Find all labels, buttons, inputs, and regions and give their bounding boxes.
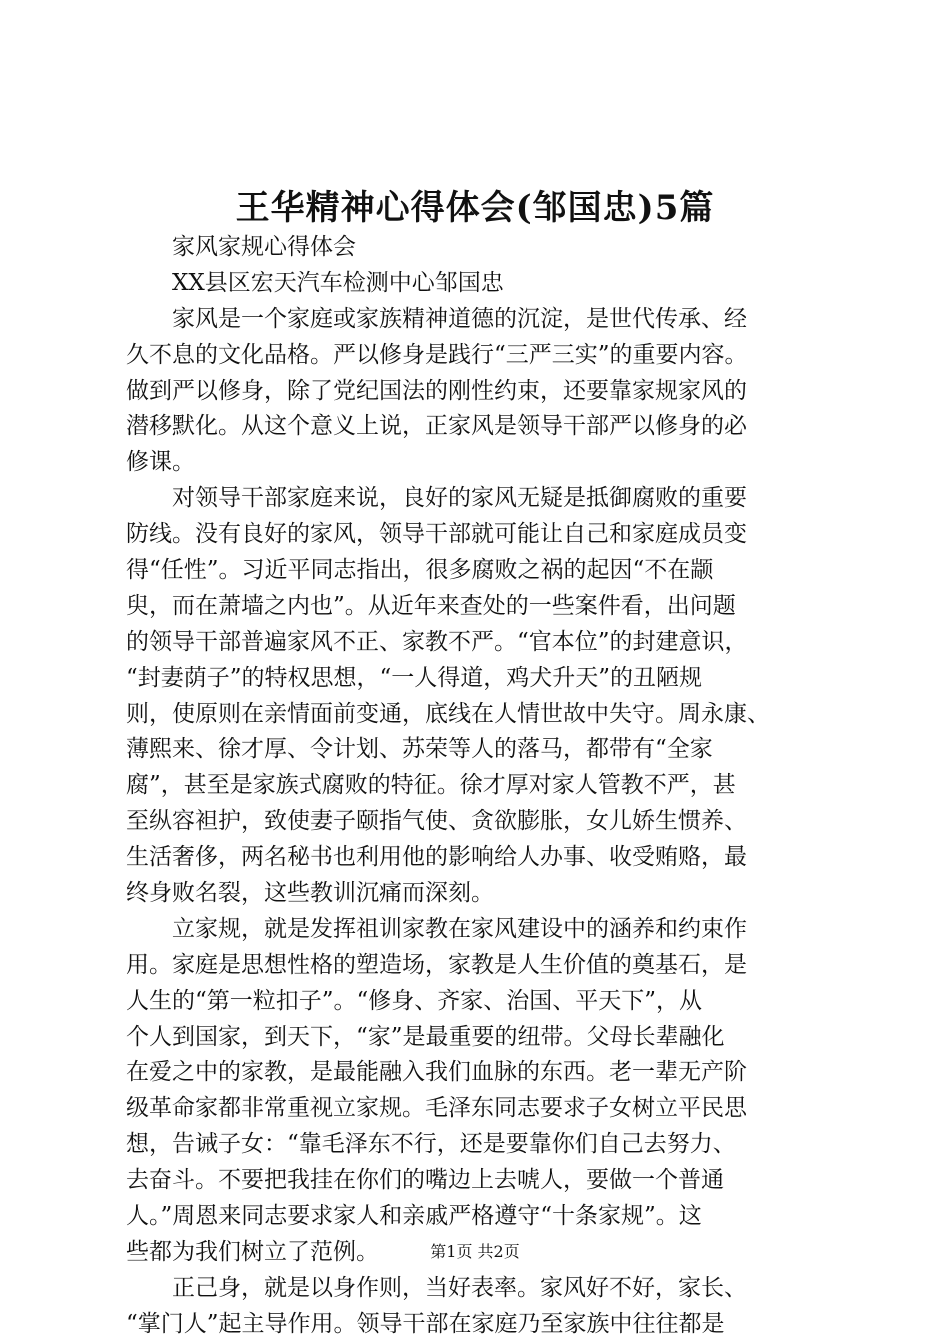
- page-footer: 第1页 共2页: [430, 1242, 520, 1261]
- body-line: 生活奢侈，两名秘书也利用他的影响给人办事、收受贿赂，最: [126, 844, 747, 871]
- body-line: 在爱之中的家教，是最能融入我们血脉的东西。老一辈无产阶: [126, 1059, 747, 1086]
- body-line: 的领导干部普遍家风不正、家教不严。“官本位”的封建意识，: [126, 628, 748, 655]
- body-line: 久不息的文化品格。严以修身是践行“三严三实”的重要内容。: [126, 341, 748, 368]
- body-line: 人生的“第一粒扣子”。“修身、齐家、治国、平天下”，从: [126, 987, 703, 1014]
- body-line: 得“任性”。习近平同志指出，很多腐败之祸的起因“不在颛: [126, 557, 714, 584]
- body-line: 用。家庭是思想性格的塑造场，家教是人生价值的奠基石，是: [126, 951, 747, 978]
- body-line: 终身败名裂，这些教训沉痛而深刻。: [126, 880, 494, 907]
- body-line: 级革命家都非常重视立家规。毛泽东同志要求子女树立平民思: [126, 1095, 747, 1122]
- body-line: 修课。: [126, 449, 195, 476]
- body-line: 臾，而在萧墙之内也”。从近年来查处的一些案件看，出问题: [126, 592, 736, 619]
- body-line: 做到严以修身，除了党纪国法的刚性约束，还要靠家规家风的: [126, 377, 747, 404]
- body-line: 正己身，就是以身作则，当好表率。家风好不好，家长、: [126, 1274, 747, 1301]
- body-line: “封妻荫子”的特权思想，“一人得道，鸡犬升天”的丑陋规: [126, 664, 703, 691]
- body-line: 则，使原则在亲情面前变通，底线在人情世故中失守。周永康、: [126, 700, 770, 727]
- body-line: 潜移默化。从这个意义上说，正家风是领导干部严以修身的必: [126, 413, 747, 440]
- body-line: XX县区宏天汽车检测中心邹国忠: [126, 269, 504, 296]
- body-line: 防线。没有良好的家风，领导干部就可能让自己和家庭成员变: [126, 521, 747, 548]
- body-line: 人。”周恩来同志要求家人和亲戚严格遵守“十条家规”。这: [126, 1203, 702, 1230]
- body-line: 去奋斗。不要把我挂在你们的嘴边上去唬人，要做一个普通: [126, 1167, 724, 1194]
- body-line: 腐”，甚至是家族式腐败的特征。徐才厚对家人管教不严，甚: [126, 772, 736, 799]
- body-line: 至纵容袒护，致使妻子颐指气使、贪欲膨胀，女儿娇生惯养、: [126, 808, 747, 835]
- body-line: “掌门人”起主导作用。领导干部在家庭乃至家族中往往都是: [126, 1310, 725, 1337]
- body-line: 些都为我们树立了范例。: [126, 1238, 379, 1265]
- body-line: 个人到国家，到天下，“家”是最重要的纽带。父母长辈融化: [126, 1023, 725, 1050]
- body-line: 薄熙来、徐才厚、令计划、苏荣等人的落马，都带有“全家: [126, 736, 713, 763]
- body-line: 家风是一个家庭或家族精神道德的沉淀，是世代传承、经: [126, 305, 747, 332]
- document-body: [126, 230, 836, 1343]
- body-line: 家风家规心得体会: [126, 234, 356, 260]
- body-line: 想，告诫子女：“靠毛泽东不行，还是要靠你们自己去努力、: [126, 1131, 736, 1158]
- document-title: 王华精神心得体会(邹国忠)5篇: [235, 188, 715, 228]
- body-line: 对领导干部家庭来说，良好的家风无疑是抵御腐败的重要: [126, 485, 747, 512]
- body-line: 立家规，就是发挥祖训家教在家风建设中的涵养和约束作: [126, 915, 747, 942]
